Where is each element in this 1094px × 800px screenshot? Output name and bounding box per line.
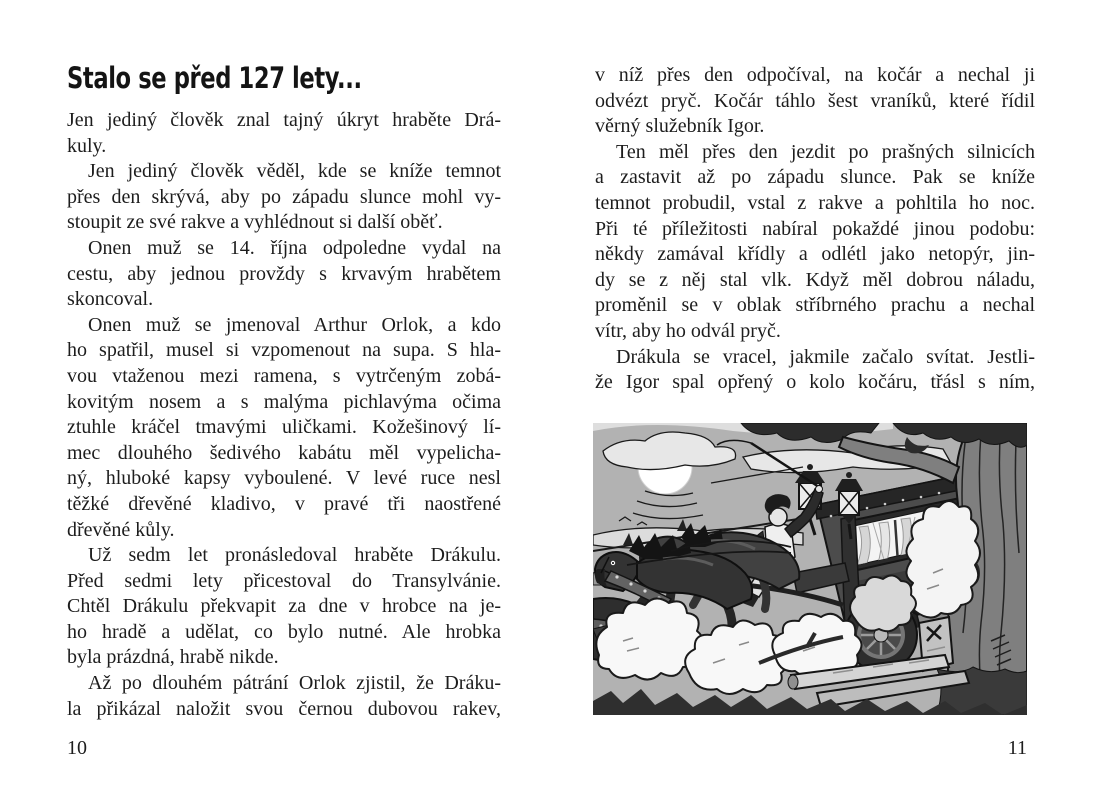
text-line: temnot probudil, vstal z rakve a pohltila ho noc. <box>595 191 1035 214</box>
text-line: dřevěné kůly. <box>67 518 175 541</box>
text-line: skoncoval. <box>67 288 154 311</box>
text-line: mec dlouhého šedivého kabátu měl vypelicha- <box>67 441 501 464</box>
text-line: Až po dlouhém pátrání Orlok zjistil, že Dráku- <box>88 672 501 695</box>
text-line: stoupit ze své rakve a vyhlédnout si další oběť. <box>67 211 443 234</box>
text-line: někdy zamával křídly a odlétl jako netopýr, jin- <box>595 243 1035 266</box>
text-line: věrný služebník Igor. <box>595 115 765 138</box>
left-text-block <box>67 108 501 722</box>
text-line: Onen muž se jmenoval Arthur Orlok, a kdo <box>88 313 501 336</box>
text-line: ho spatřil, musel si vzpomenout na supa. S hla- <box>67 339 501 362</box>
text-line: la přikázal naložit svou černou dubovou rakev, <box>67 697 501 720</box>
text-line: odvézt pryč. Kočár táhlo šest vraníků, které řídil <box>595 89 1035 112</box>
text-line: proměnil se v oblak stříbrného prachu a nechal <box>595 294 1035 317</box>
text-line: Jen jediný člověk věděl, kde se kníže temnot <box>88 160 501 183</box>
text-line: kovitým nosem a s malýma pichlavýma očima <box>67 390 501 413</box>
coach-scene-drawing <box>593 423 1027 715</box>
illustration-coach-scene <box>593 423 1027 715</box>
text-line: v níž přes den odpočíval, na kočár a nechal ji <box>595 64 1035 86</box>
text-line: Drákula se vracel, jakmile začalo svítat. Jestli- <box>616 345 1035 368</box>
right-page <box>595 63 1035 396</box>
text-line: a zastavit až po západu slunce. Pak se kníže <box>595 166 1035 189</box>
text-line: Ten měl přes den jezdit po prašných silnicích <box>616 140 1035 163</box>
text-line: Jen jediný člověk znal tajný úkryt hraběte Drá- <box>67 109 501 131</box>
text-line: kuly. <box>67 134 107 157</box>
text-line: Při té příležitosti nabíral pokaždé jinou podobu: <box>595 217 1035 240</box>
text-line: Chtěl Drákulu překvapit za dne v hrobce na je- <box>67 595 501 618</box>
text-line: ztuhle kráčel tmavými uličkami. Kožešinový lí- <box>67 416 501 439</box>
text-line: že Igor spal opřený o kolo kočáru, třásl s ním, <box>595 371 1035 394</box>
text-line: dy se z něj stal vlk. Když měl dobrou náladu, <box>595 268 1035 291</box>
chapter-heading: Stalo se před 127 lety... <box>67 61 362 95</box>
text-line: ho hradě a udělat, co bylo nutné. Ale hrobka <box>67 620 501 643</box>
text-line: těžké dřevěné kladivo, v pravé tři naostřené <box>67 492 501 515</box>
text-line: ný, hluboké kapsy vyboulené. V levé ruce nesl <box>67 467 501 490</box>
right-text-block <box>595 63 1035 396</box>
text-line: cestu, aby jednou provždy s krvavým hrabětem <box>67 262 501 285</box>
text-line: Před sedmi lety přicestoval do Transylvánie. <box>67 569 501 592</box>
text-line: vítr, aby ho odvál pryč. <box>595 319 781 342</box>
page-number-right: 11 <box>1007 737 1027 759</box>
text-line: byla prázdná, hrabě nikde. <box>67 646 279 669</box>
text-line: Už sedm let pronásledoval hraběte Drákulu. <box>88 544 501 567</box>
text-line: přes den skrývá, aby po západu slunce mohl vy- <box>67 185 501 208</box>
page-number-left: 10 <box>67 737 87 759</box>
text-line: vou vtaženou mezi ramena, s vytrčeným zobá- <box>67 364 501 387</box>
text-line: Onen muž se 14. října odpoledne vydal na <box>88 236 501 259</box>
left-page <box>67 60 501 722</box>
